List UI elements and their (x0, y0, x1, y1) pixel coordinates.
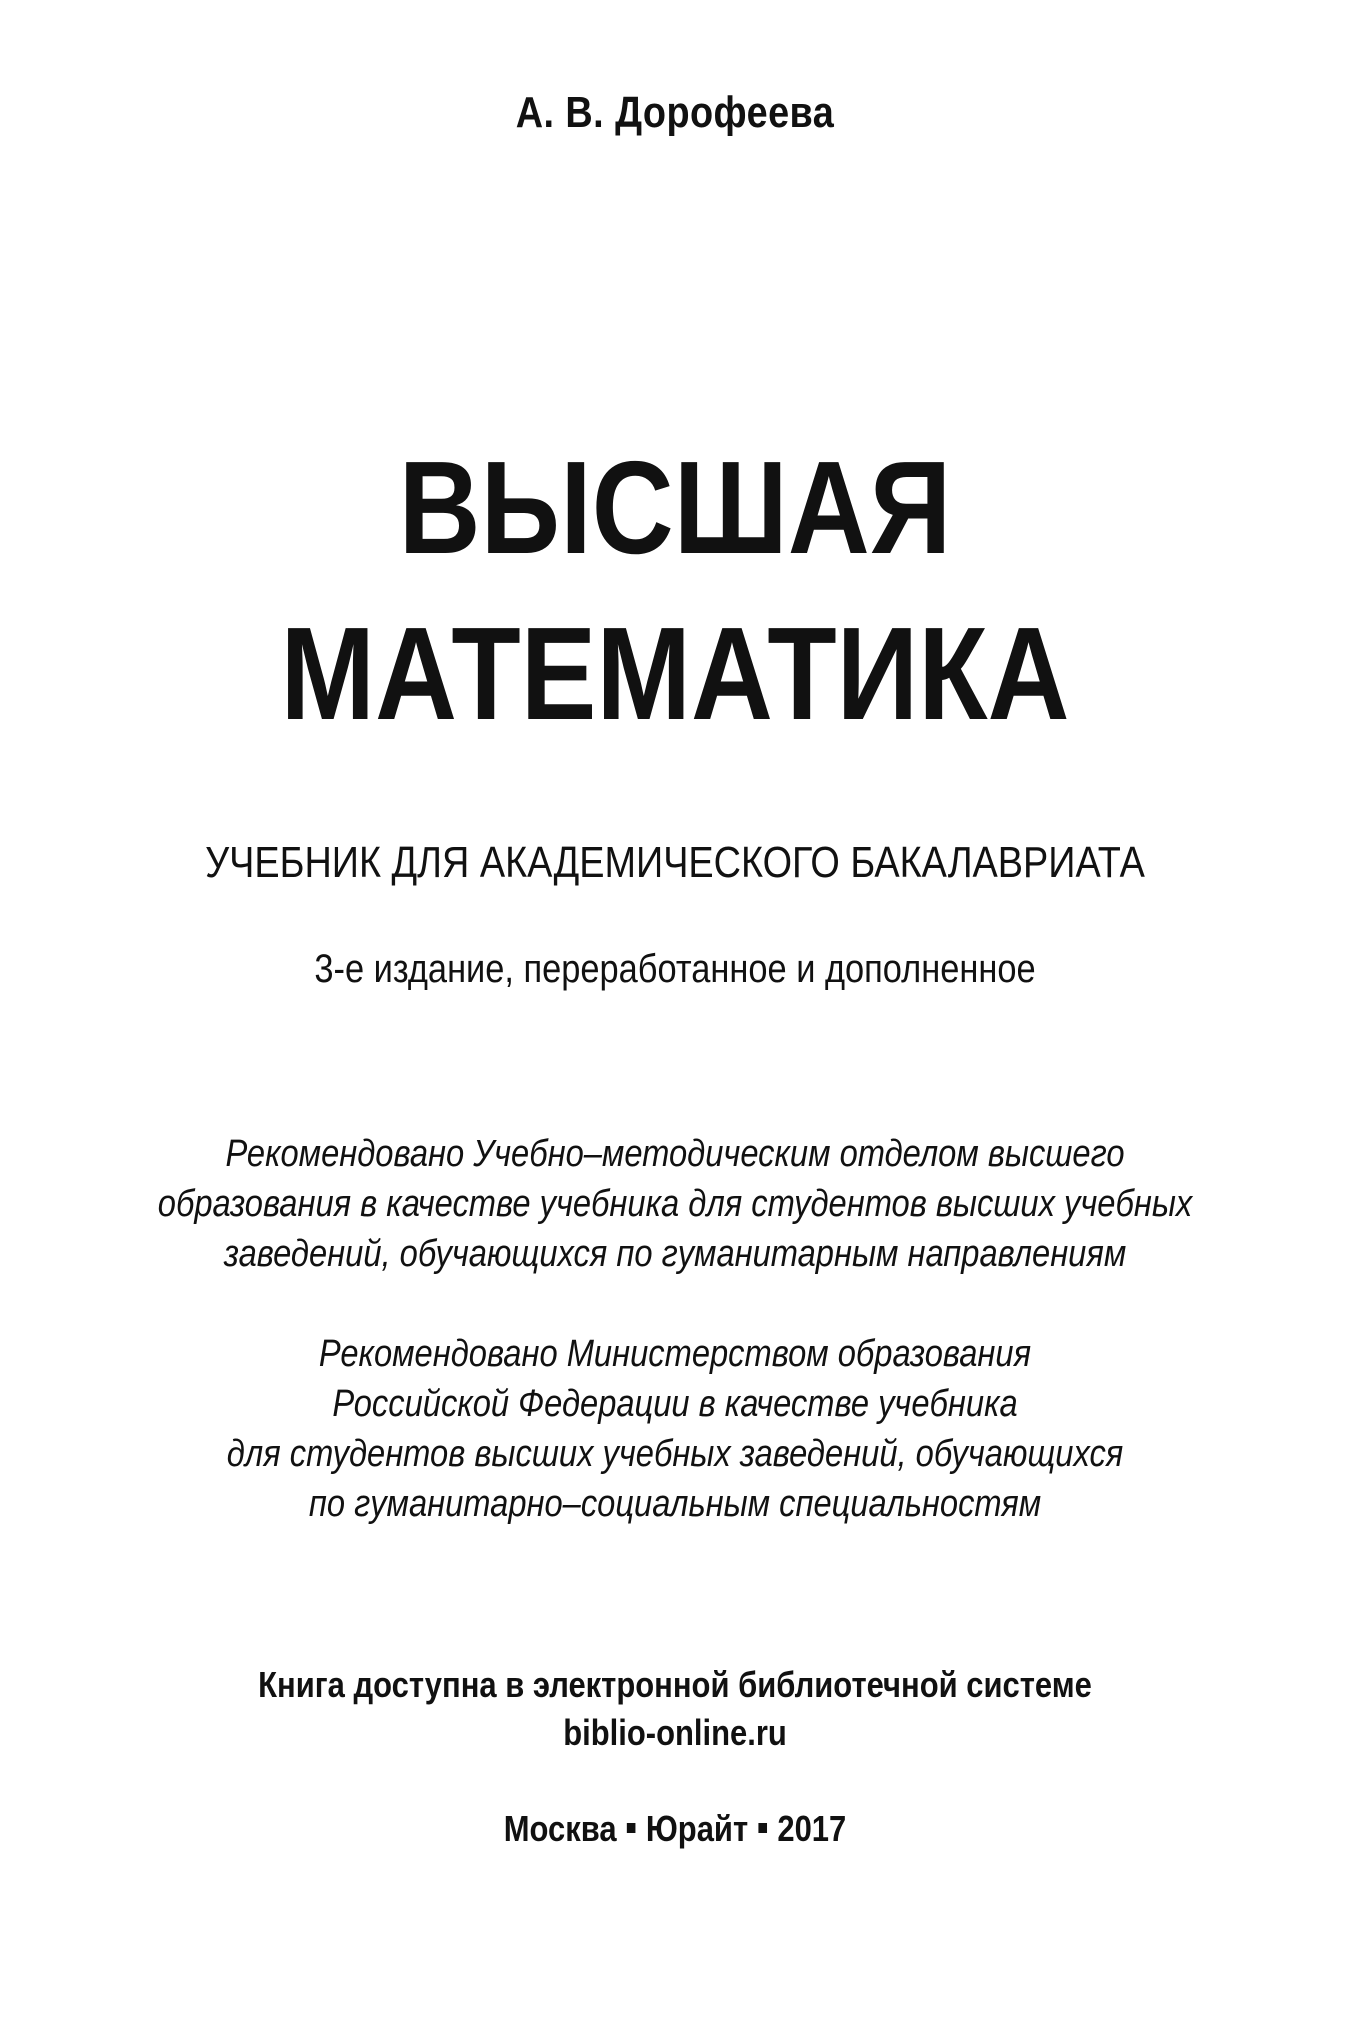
imprint-city: Москва (503, 1808, 617, 1849)
imprint-publisher: Юрайт (645, 1808, 749, 1849)
imprint-year: 2017 (777, 1808, 847, 1849)
recommendation-1-line: образования в качестве учебника для студентов высших учебных (157, 1183, 1193, 1225)
imprint (95, 1808, 1256, 1850)
book-title-line-1: ВЫСШАЯ (398, 434, 952, 581)
recommendation-2-line: Рекомендовано Министерством образования (318, 1333, 1032, 1375)
book-title-line-2: МАТЕМАТИКА (280, 600, 1070, 747)
square-separator-icon (627, 1823, 636, 1833)
ebs-availability-note: Книга доступна в электронной библиотечной системе (258, 1664, 1092, 1705)
recommendation-2-line: по гуманитарно–социальным специальностям (308, 1483, 1042, 1525)
author-name: А. В. Дорофеева (515, 88, 835, 137)
recommendation-2-line: Российской Федерации в качестве учебника (332, 1383, 1018, 1425)
ebs-website: biblio-online.ru (563, 1712, 787, 1753)
edition-note: 3-е издание, переработанное и дополненное (314, 947, 1036, 991)
recommendation-1-line: Рекомендовано Учебно–методическим отделом высшего (225, 1133, 1125, 1175)
recommendation-1-line: заведений, обучающихся по гуманитарным направлениям (223, 1233, 1127, 1275)
recommendation-2-line: для студентов высших учебных заведений, обучающихся (226, 1433, 1124, 1475)
square-separator-icon (758, 1823, 767, 1833)
book-subtitle: УЧЕБНИК ДЛЯ АКАДЕМИЧЕСКОГО БАКАЛАВРИАТА (205, 838, 1145, 887)
